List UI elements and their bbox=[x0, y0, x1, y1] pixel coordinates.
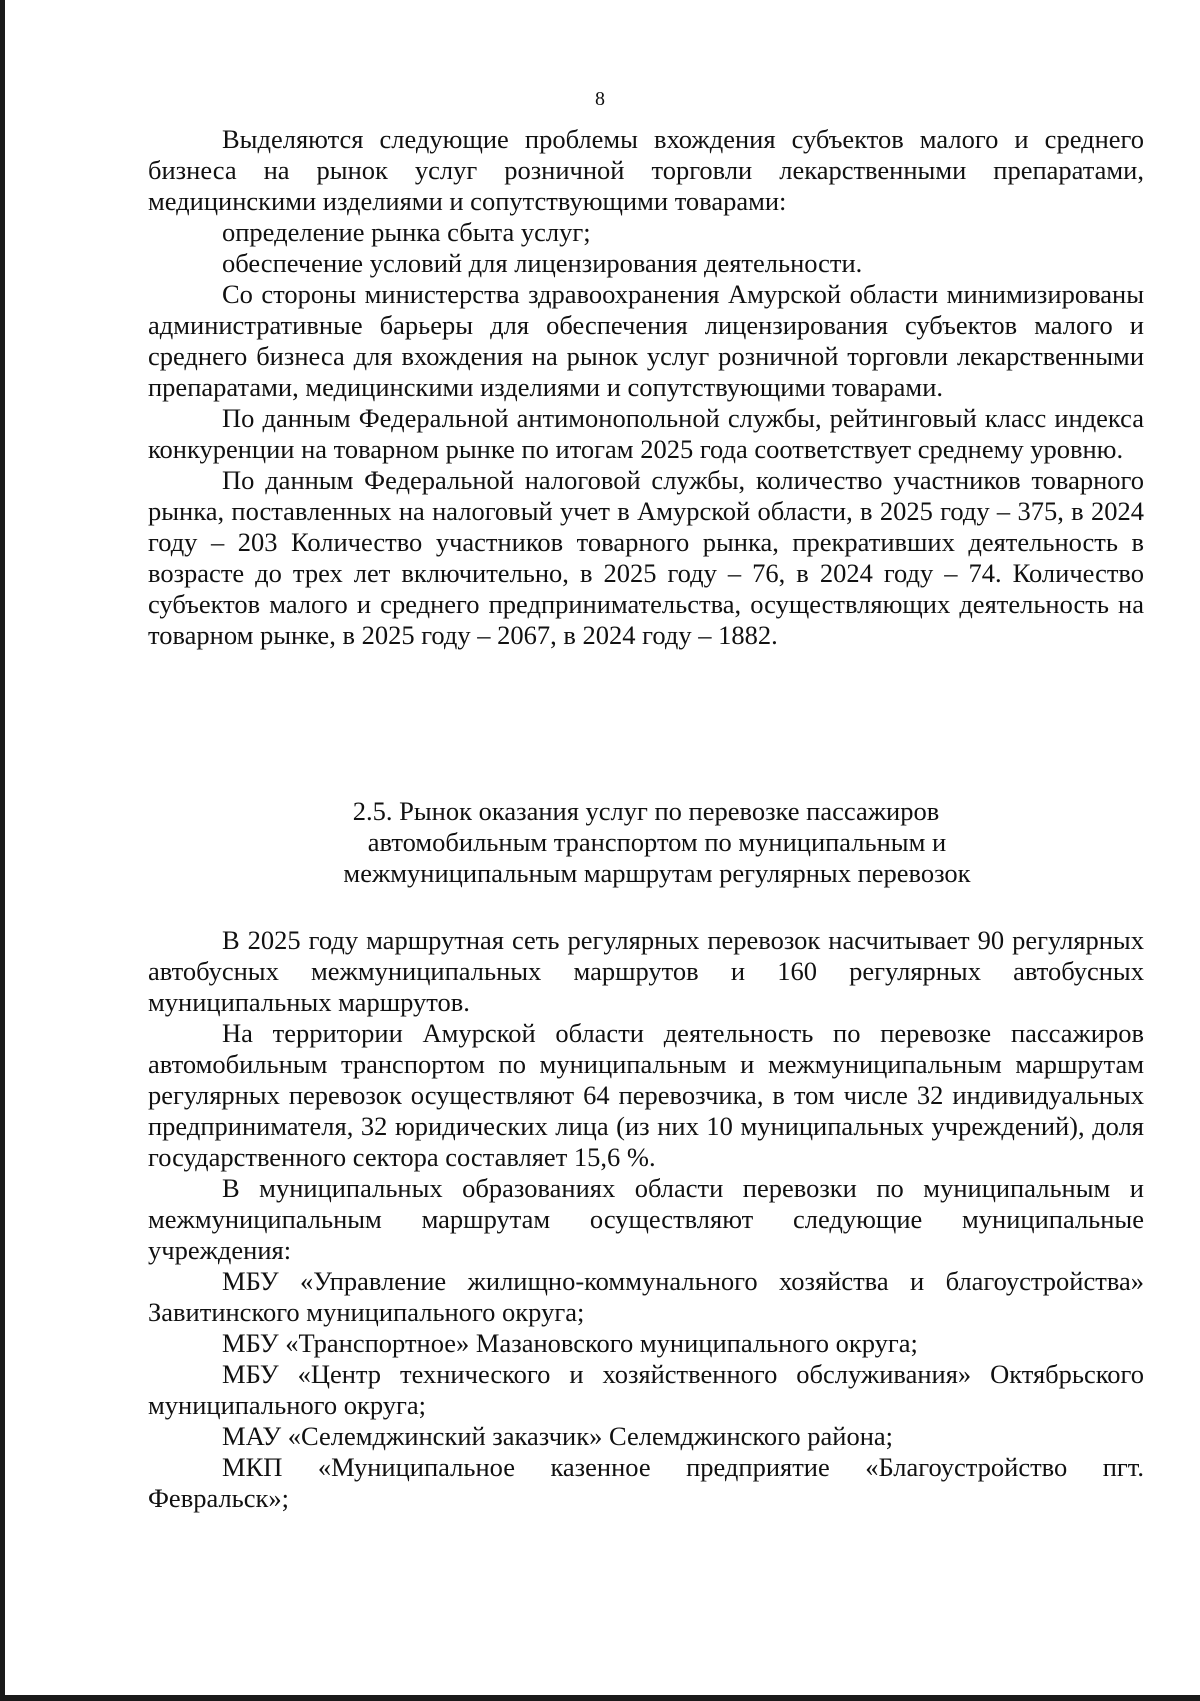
section-heading bbox=[148, 796, 1144, 889]
heading-line: автомобильным транспортом по муниципальным и bbox=[367, 827, 947, 857]
paragraph: определение рынка сбыта услуг; bbox=[222, 217, 591, 247]
paragraph: МБУ «Транспортное» Мазановского муниципального округа; bbox=[222, 1328, 918, 1358]
paragraph: МБУ «Управление жилищно-коммунального хозяйства и благоустройства» Завитинского муниципального округа; bbox=[148, 1266, 1144, 1327]
paragraph: По данным Федеральной антимонопольной службы, рейтинговый класс индекса конкуренции на товарном рынке по итогам 2025 года соответствует среднему уровню. bbox=[148, 403, 1144, 464]
page-number: 8 bbox=[595, 88, 605, 110]
scan-edge-left bbox=[0, 0, 5, 1701]
heading-line: межмуниципальным маршрутам регулярных перевозок bbox=[343, 858, 971, 888]
paragraph: обеспечение условий для лицензирования деятельности. bbox=[222, 248, 863, 278]
paragraph: По данным Федеральной налоговой службы, количество участников товарного рынка, поставленных на налоговый учет в Амурской области, в 2025 году – 375, в 2024 году – 203 Количество участников товарного рынка, прекративших деятельность в возрасте до трех лет включительно, в 2025 году – 76, в 2024 году – 74. Количество субъектов малого и среднего предпринимательства, осуществляющих деятельность на товарном рынке, в 2025 году – 2067, в 2024 году – 1882. bbox=[148, 465, 1144, 650]
heading-line: 2.5. Рынок оказания услуг по перевозке пассажиров bbox=[352, 796, 940, 826]
scan-edge-bottom bbox=[0, 1695, 1200, 1701]
paragraph: Выделяются следующие проблемы вхождения субъектов малого и среднего бизнеса на рынок услуг розничной торговли лекарственными препаратами, медицинскими изделиями и сопутствующими товарами: bbox=[148, 124, 1144, 216]
paragraph: В 2025 году маршрутная сеть регулярных перевозок насчитывает 90 регулярных автобусных межмуниципальных маршрутов и 160 регулярных автобусных муниципальных маршрутов. bbox=[148, 925, 1144, 1017]
paragraph: МБУ «Центр технического и хозяйственного обслуживания» Октябрьского муниципального округа; bbox=[148, 1359, 1144, 1420]
paragraph: На территории Амурской области деятельность по перевозке пассажиров автомобильным транспортом по муниципальным и межмуниципальным маршрутам регулярных перевозок осуществляют 64 перевозчика, в том числе 32 индивидуальных предпринимателя, 32 юридических лица (из них 10 муниципальных учреждений), доля государственного сектора составляет 15,6 %. bbox=[148, 1018, 1144, 1172]
paragraph: В муниципальных образованиях области перевозки по муниципальным и межмуниципальным маршрутам осуществляют следующие муниципальные учреждения: bbox=[148, 1173, 1144, 1265]
paragraph: Со стороны министерства здравоохранения Амурской области минимизированы административные барьеры для обеспечения лицензирования субъектов малого и среднего бизнеса для вхождения на рынок услуг розничной торговли лекарственными препаратами, медицинскими изделиями и сопутствующими товарами. bbox=[148, 279, 1144, 402]
section-1 bbox=[148, 124, 1144, 651]
paragraph: МКП «Муниципальное казенное предприятие «Благоустройство пгт. Февральск»; bbox=[148, 1452, 1144, 1513]
paragraph: МАУ «Селемджинский заказчик» Селемджинского района; bbox=[222, 1421, 894, 1451]
section-2 bbox=[148, 925, 1144, 1514]
